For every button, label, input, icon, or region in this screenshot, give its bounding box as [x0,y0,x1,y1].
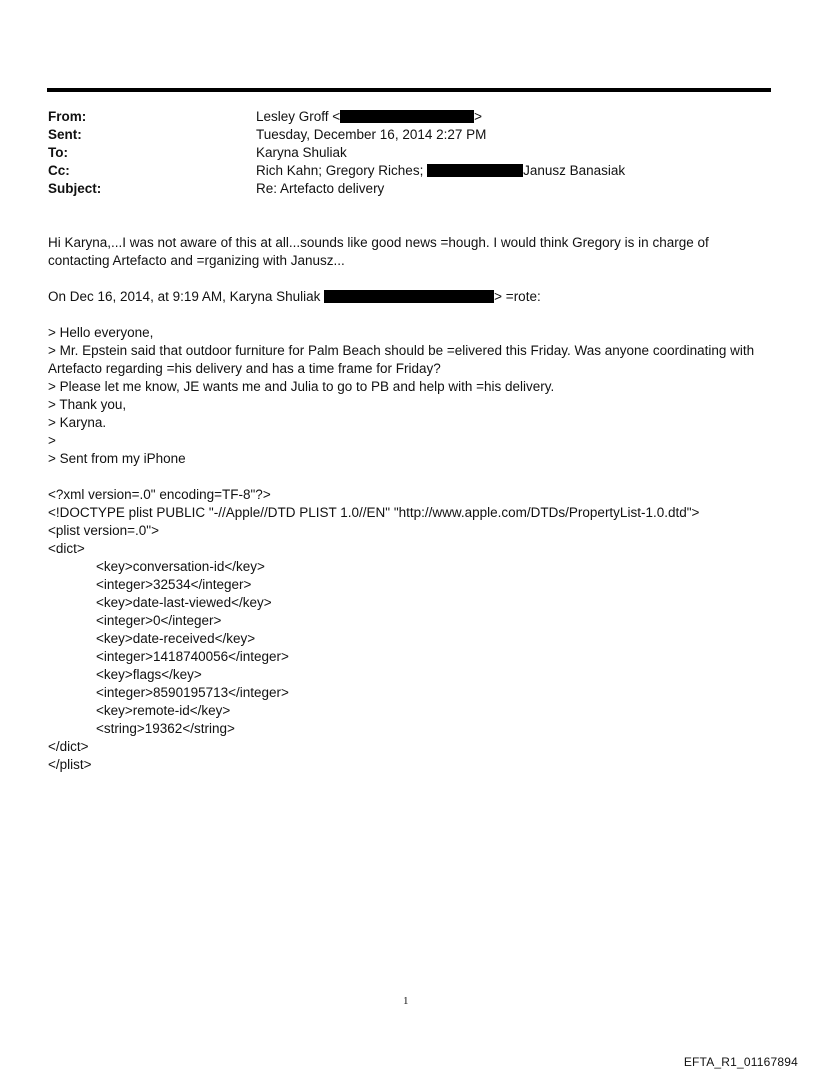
to-value: Karyna Shuliak [256,145,347,160]
dict-entry: <key>date-received</key> [96,631,256,646]
to-label: To: [48,145,68,160]
sent-label: Sent: [48,127,82,142]
redaction-bar [340,110,474,123]
redaction-bar [324,290,494,303]
dict-entry: <integer>8590195713</integer> [96,685,289,700]
reply-body [48,234,768,270]
dict-entry: <key>date-last-viewed</key> [96,595,272,610]
dict-entry: <integer>32534</integer> [96,577,252,592]
redaction-bar [427,164,523,177]
from-label: From: [48,109,87,124]
subject-value: Re: Artefacto delivery [256,181,385,196]
page-number: 1 [403,995,409,1007]
quoted-line: > Hello everyone, [48,325,154,340]
quoted-message [48,324,768,468]
sent-value: Tuesday, December 16, 2014 2:27 PM [256,127,487,142]
dict-entry: <key>remote-id</key> [96,703,231,718]
quoted-line: > Thank you, [48,397,127,412]
dict-entry: <integer>0</integer> [96,613,222,628]
cc-value-b: Janusz Banasiak [523,163,626,178]
from-value [256,108,482,126]
dict-close: </dict> [48,739,89,754]
dict-entry: <key>conversation-id</key> [96,559,265,574]
quote-intro-after: > =rote: [494,289,541,304]
dict-open: <dict> [48,541,85,556]
document-id: EFTA_R1_01167894 [683,1055,798,1069]
quoted-line: > Please let me know, JE wants me and Julia to go to PB and help with =his delivery. [48,379,555,394]
dict-entry: <integer>1418740056</integer> [96,649,289,664]
subject-label: Subject: [48,181,102,196]
plist-open: <plist version=.0"> [48,523,159,538]
header-rule [47,88,771,92]
cc-value [256,162,625,180]
quoted-line: > Karyna. [48,415,107,430]
reply-text: Hi Karyna,...I was not aware of this at all...sounds like good news =hough. I would think Gregory is in charge of contacting Artefacto and =rganizing with Janusz... [48,235,709,268]
from-close: > [474,109,483,124]
xml-declaration: <?xml version=.0" encoding=TF-8"?> [48,487,271,502]
from-name: Lesley Groff < [256,109,341,124]
plist-block [48,486,768,774]
xml-doctype: <!DOCTYPE plist PUBLIC "-//Apple//DTD PLIST 1.0//EN" "http://www.apple.com/DTDs/PropertyList-1.0.dtd"> [48,505,700,520]
cc-label: Cc: [48,163,70,178]
quoted-line: > Mr. Epstein said that outdoor furniture for Palm Beach should be =elivered this Friday. Was anyone coordinating with Artefacto regarding =his delivery and has a time frame for Friday? [48,343,755,376]
quoted-line: > [48,433,56,448]
quoted-line: > Sent from my iPhone [48,451,186,466]
quote-intro [48,288,768,306]
plist-close: </plist> [48,757,92,772]
dict-entry: <key>flags</key> [96,667,202,682]
dict-entry: <string>19362</string> [96,721,235,736]
quote-intro-before: On Dec 16, 2014, at 9:19 AM, Karyna Shuliak [48,289,325,304]
cc-value-a: Rich Kahn; Gregory Riches; [256,163,428,178]
